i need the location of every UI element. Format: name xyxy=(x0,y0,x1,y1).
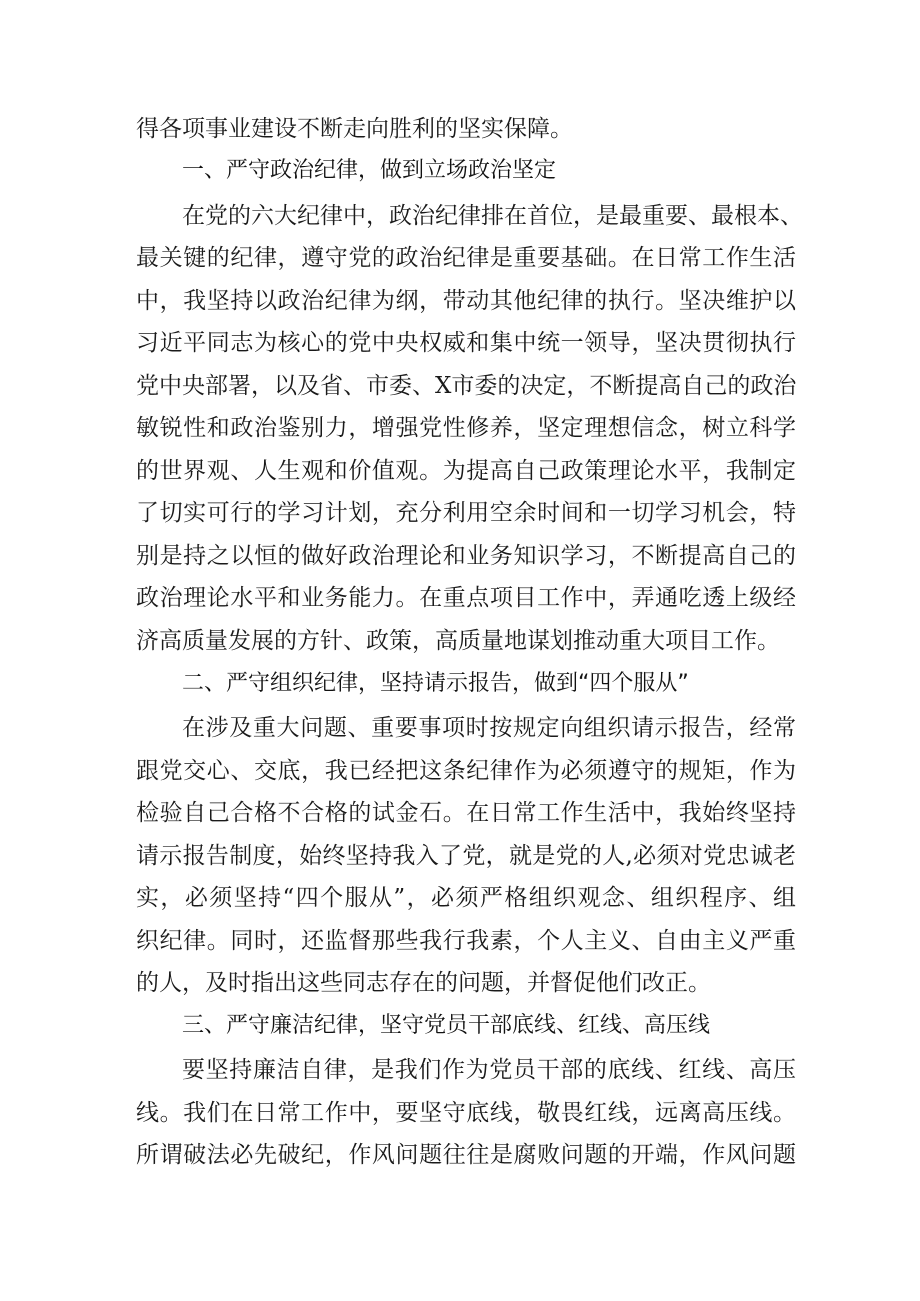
paragraph-line: 实，必须坚持“四个服从”，必须严格组织观念、组织程序、组 xyxy=(136,885,796,911)
paragraph-line: 敏锐性和政治鉴别力，增强党性修养，坚定理想信念，树立科学 xyxy=(136,415,796,441)
paragraph-line: 别是持之以恒的做好政治理论和业务知识学习，不断提高自己的 xyxy=(136,543,796,569)
paragraph-line: 织纪律。同时，还监督那些我行我素，个人主义、自由主义严重 xyxy=(136,928,796,954)
section-heading-2: 二、严守组织纪律，坚持请示报告，做到“四个服从” xyxy=(182,671,689,696)
paragraph-line: 线。我们在日常工作中，要坚守底线，敬畏红线，远离高压线。 xyxy=(136,1100,796,1126)
paragraph-line: 中，我坚持以政治纪律为纲，带动其他纪律的执行。坚决维护以 xyxy=(136,288,796,314)
paragraph-line: 党中央部署，以及省、市委、X市委的决定，不断提高自己的政治 xyxy=(136,373,797,399)
paragraph-line: 了切实可行的学习计划，充分利用空余时间和一切学习机会，特 xyxy=(136,500,796,526)
paragraph-line: 的世界观、人生观和价值观。为提高自己政策理论水平，我制定 xyxy=(136,458,796,484)
paragraph-line: 跟党交心、交底，我已经把这条纪律作为必须遵守的规矩，作为 xyxy=(136,758,796,784)
paragraph-line: 在党的六大纪律中，政治纪律排在首位，是最重要、最根本、 xyxy=(182,203,803,229)
paragraph-line: 习近平同志为核心的党中央权威和集中统一领导，坚决贯彻执行 xyxy=(136,330,796,356)
paragraph-line: 检验自己合格不合格的试金石。在日常工作生活中，我始终坚持 xyxy=(136,800,796,826)
paragraph-line: 请示报告制度，始终坚持我入了党，就是党的人,必须对党忠诚老 xyxy=(136,843,796,869)
paragraph-line: 要坚持廉洁自律，是我们作为党员干部的底线、红线、高压 xyxy=(182,1057,796,1083)
paragraph-line: 最关键的纪律，遵守党的政治纪律是重要基础。在日常工作生活 xyxy=(136,245,796,271)
paragraph-line: 济高质量发展的方针、政策，高质量地谋划推动重大项目工作。 xyxy=(136,628,780,654)
paragraph-line: 得各项事业建设不断走向胜利的坚实保障。 xyxy=(136,116,573,142)
section-heading-3: 三、严守廉洁纪律，坚守党员干部底线、红线、高压线 xyxy=(182,1013,711,1038)
paragraph-line: 政治理论水平和业务能力。在重点项目工作中，弄通吃透上级经 xyxy=(136,585,796,611)
paragraph-line: 的人，及时指出这些同志存在的问题，并督促他们改正。 xyxy=(136,970,711,996)
paragraph-line: 在涉及重大问题、重要事项时按规定向组织请示报告，经常 xyxy=(182,715,796,741)
section-heading-1: 一、严守政治纪律，做到立场政治坚定 xyxy=(182,158,557,183)
paragraph-line: 所谓破法必先破纪，作风问题往往是腐败问题的开端，作风问题 xyxy=(136,1142,796,1168)
